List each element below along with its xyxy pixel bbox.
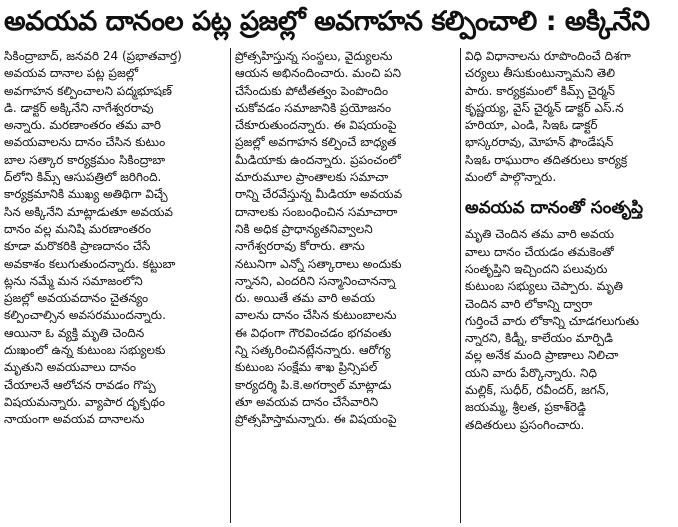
text-line: ఆయినా ఓ వ్యక్తి మృతి చెందిన — [4, 325, 145, 340]
text-line: కార్యదర్శి పి.కె.అగర్వాల్ మాట్లాడు — [235, 377, 392, 392]
text-line: నటునిగా ఎన్నో సత్కారాలు అందుకు — [235, 256, 402, 271]
text-line: మల్లిక్, సుధీర్, రవీందర్, జగన్, — [465, 383, 610, 398]
text-line: చేయాలనే ఆలోచన రావడం గొప్ప — [4, 377, 156, 392]
text-line: మృతి చెందిన తమ వారి అవయ — [465, 227, 615, 242]
text-line: ప్రజల్లో అవయవదానం చైతన్యం — [4, 291, 149, 306]
text-line: వాలను దానం చేసిన కుటుంబాలను — [235, 308, 397, 323]
text-line: చుకోవడం సమాజానికి ప్రయోజనం — [235, 100, 392, 115]
text-line: వల్ల అనేక మంది ప్రాణాలు నిలిచా — [465, 348, 619, 363]
text-line: మంలో పాల్గొన్నారు. — [465, 170, 557, 185]
text-line: చర్యలు తీసుకుంటున్నామని తెలి — [465, 66, 616, 81]
text-line: అవయవాలను దానం చేసిన కుటుం — [4, 135, 166, 150]
text-line: గుర్తించే వారు లోకాన్ని చూడగలుగుతు — [465, 313, 640, 328]
text-line: సిఇఓ రాఘురాం తదితరులు కార్యక్ర — [465, 152, 628, 167]
article-column-2 — [235, 48, 457, 523]
text-line: ప్రోత్సహిస్తామన్నారు. ఈ విషయంపై — [235, 412, 397, 427]
text-line: కుటుంబ సభ్యులు చెప్పారు. మృతి — [465, 279, 624, 294]
text-line: బాల సత్కార కార్యక్రమం సికింద్రాబా — [4, 152, 166, 167]
text-line: ద్‌లోని కిమ్స్ ఆసుపత్రిలో జరిగింది. — [4, 170, 162, 185]
text-line: సిన అక్కినేని మాట్లాడుతూ అవయవ — [4, 204, 173, 219]
text-line: మారుమూల ప్రాంతాలకు సమాచా — [235, 170, 389, 185]
article-column-3-top — [465, 48, 675, 186]
text-line: కుటుంబ సంక్షేమ శాఖ ప్రిన్సిపల్ — [235, 360, 378, 375]
text-line: వాలు దానం చేయడం తమకెంతో — [465, 244, 614, 259]
article-column-3 — [465, 48, 675, 523]
text-line: దానాలకు సంబంధించిన సమాచారా — [235, 204, 398, 219]
text-line: న్ని సత్కరించినట్లేనన్నారు. ఆరోగ్య — [235, 343, 391, 358]
text-line: రాన్ని చేరవేస్తున్న మీడియా అవయవ — [235, 187, 403, 202]
text-line: కార్యక్రమానికి ముఖ్య అతిథిగా విచ్చే — [4, 187, 168, 202]
text-line: నాగేశ్వరరావు కోరారు. తాను — [235, 239, 365, 254]
text-line: కూడా మరొకరికి ప్రాణదానం చేసే — [4, 239, 151, 254]
text-line: అవగాహన కల్పించాలని పద్మభూషణ్ — [4, 83, 172, 98]
text-line: నికి అధిక ప్రాధాన్యతనివ్వాలని — [235, 221, 373, 236]
text-line: న్నానని, ఎందరిని సన్మానించానన్నా — [235, 273, 396, 288]
article-column-3-bottom — [465, 226, 675, 434]
text-line: మృతుని అవయవాలు దానం — [4, 360, 136, 375]
text-line: మీడియాకు ఉందన్నారు. ప్రపంచంలో — [235, 152, 401, 167]
article-column-1 — [4, 48, 226, 523]
text-line: యని వారు పేర్కొన్నారు. నిధి — [465, 365, 597, 380]
column-divider — [460, 48, 461, 523]
text-line: తూ అవయవ దానం చేసేవారిని — [235, 394, 379, 409]
column-divider — [230, 48, 231, 523]
text-line: న్నారని, కిడ్నీ, కాలేయం మార్పిడి — [465, 331, 613, 346]
text-line: ఈ విధంగా గౌరవించడం భగవంతు — [235, 325, 392, 340]
text-line: సికింద్రాబాద్, జనవరి 24 (ప్రభాతవార్త) — [4, 49, 182, 63]
text-line: డి. డాక్టర్ అక్కినేని నాగేశ్వరరావు — [4, 100, 154, 115]
text-line: ట్లను నమ్మే మన సమాజంలోని — [4, 273, 143, 288]
subheading: అవయవ దానంతో సంతృప్తి — [465, 198, 644, 219]
text-line: దానం వల్ల మనిషి మరణాంతరం — [4, 221, 152, 236]
text-line: తదితరులు ప్రసంగించారు. — [465, 417, 585, 432]
text-line: భాస్కరరావు, మోహన్ ఫౌండేషన్ — [465, 135, 614, 150]
text-line: దుఃఖంలో ఉన్న కుటుంబ సభ్యులకు — [4, 343, 166, 358]
text-line: జయమ్మ, శ్రీలత, ప్రకాశ్‌రెడ్డి — [465, 400, 586, 415]
text-line: పారు. కార్యక్రమంలో కిమ్స్ చైర్మన్ — [465, 83, 615, 98]
text-line: కల్పించాల్సిన అవసరముందన్నారు. — [4, 308, 166, 323]
text-line: అన్నారు. మరణాంతరం తమ వారి — [4, 118, 161, 133]
text-line: చేకూరుతుందన్నారు. ఈ విషయంపై — [235, 118, 397, 133]
text-line: కృష్ణయ్య, వైస్ చైర్మన్ డాక్టర్ ఎస్.న — [465, 100, 624, 115]
text-line: అవకాశం కలుగుతుందన్నారు. కట్టుబా — [4, 256, 176, 271]
text-line: రు. అయితే తమ వారి అవయ — [235, 291, 375, 306]
text-line: ప్రోత్సహిస్తున్న సంస్థలు, వైద్యులను — [235, 49, 393, 63]
text-line: సంతృప్తిని ఇచ్చిందని పలువురు — [465, 261, 608, 276]
text-line: చెందిన వారి లోకాన్ని ద్వారా — [465, 296, 593, 311]
text-line: హరియా, ఎండి, సిఇఓ డాక్టర్ — [465, 118, 598, 133]
text-line: విషయమన్నారు. వ్యాపార దృక్పథం — [4, 394, 165, 409]
text-line: విధి విధానాలను రూపొందించే దిశగా — [465, 49, 631, 63]
text-line: నాయంగా అవయవ దానాలను — [4, 412, 145, 427]
text-line: ప్రజల్లో అవగాహన కల్పించే బాధ్యత — [235, 135, 397, 150]
text-line: చేసేందుకు పోటీతత్వం పెంపొందిం — [235, 83, 389, 98]
text-line: ఆయన అభినందించారు. మంచి పని — [235, 66, 402, 81]
text-line: అవయవ దానాల పట్ల ప్రజల్లో — [4, 66, 139, 81]
headline: అవయవ దానంల పట్ల ప్రజల్లో అవగాహన కల్పించాలి : అక్కినేని — [4, 6, 650, 37]
